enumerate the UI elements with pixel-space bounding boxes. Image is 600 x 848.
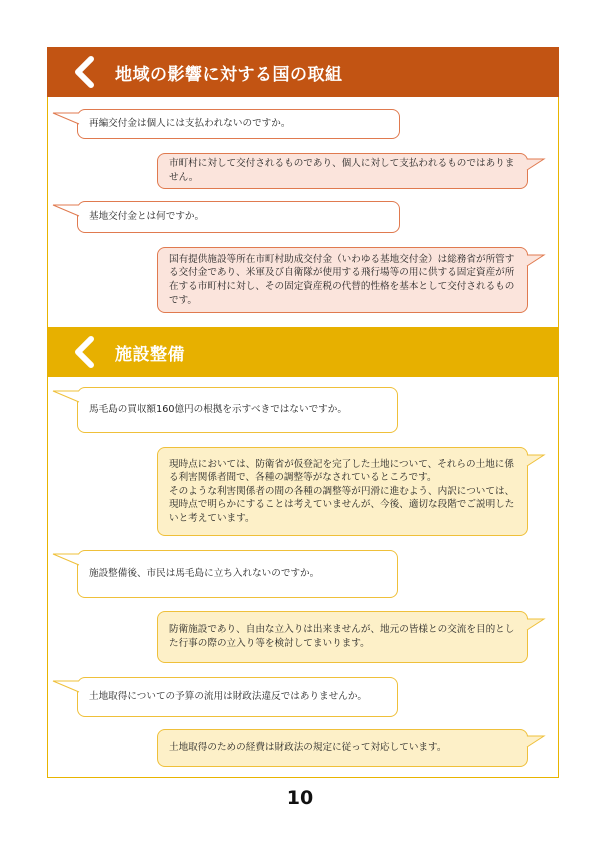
answer-text: 国有提供施設等所在市町村助成交付金（いわゆる基地交付金）は総務省が所管する交付金であり、米軍及び自衛隊が使用する飛行場等の用に供する固定資産が所在する市町村に対し、その固定資産税の代替的性格を基本として交付されるものです。 bbox=[169, 253, 515, 306]
question-bubble bbox=[77, 677, 398, 717]
answer-text: 土地取得のための経費は財政法の規定に従って対応しています。 bbox=[169, 742, 447, 754]
chevron-left-icon bbox=[65, 327, 109, 377]
answer-bubble bbox=[157, 729, 528, 767]
question-bubble bbox=[77, 109, 400, 139]
section-title: 施設整備 bbox=[115, 344, 185, 365]
section-header-regional-impact bbox=[47, 47, 559, 97]
answer-bubble bbox=[157, 447, 528, 536]
question-text: 基地交付金とは何ですか。 bbox=[89, 211, 205, 223]
question-bubble bbox=[77, 550, 398, 598]
question-text: 施設整備後、市民は馬毛島に立ち入れないのですか。 bbox=[89, 568, 320, 580]
answer-text: 防衛施設であり、自由な立入りは出来ませんが、地元の皆様との交流を目的とした行事の際の立入り等を検討してまいります。 bbox=[169, 624, 515, 649]
question-text: 再編交付金は個人には支払われないのですか。 bbox=[89, 118, 291, 130]
answer-bubble bbox=[157, 153, 528, 189]
question-text: 土地取得についての予算の流用は財政法違反ではありませんか。 bbox=[89, 691, 368, 703]
answer-bubble bbox=[157, 611, 528, 663]
chevron-left-icon bbox=[65, 47, 109, 97]
page-number: 10 bbox=[286, 787, 314, 809]
question-bubble bbox=[77, 387, 398, 433]
question-text: 馬毛島の買収額160億円の根拠を示すべきではないですか。 bbox=[89, 404, 347, 416]
answer-text: 市町村に対して交付されるものであり、個人に対して支払われるものではありません。 bbox=[169, 158, 515, 183]
answer-bubble bbox=[157, 247, 528, 313]
section-header-facility-development bbox=[47, 327, 559, 377]
question-bubble bbox=[77, 201, 400, 233]
answer-text: 現時点においては、防衛省が仮登記を完了した土地について、それらの土地に係る利害関係者間で、各種の調整等がなされているところです。 そのような利害関係者の間の各種の調整等が円滑に進むよう、内訳については、現時点で明らかにすることは考えていませんが、今後、適切な段階でご説明したいと考えています。 bbox=[169, 458, 515, 524]
section-title: 地域の影響に対する国の取組 bbox=[115, 64, 343, 85]
